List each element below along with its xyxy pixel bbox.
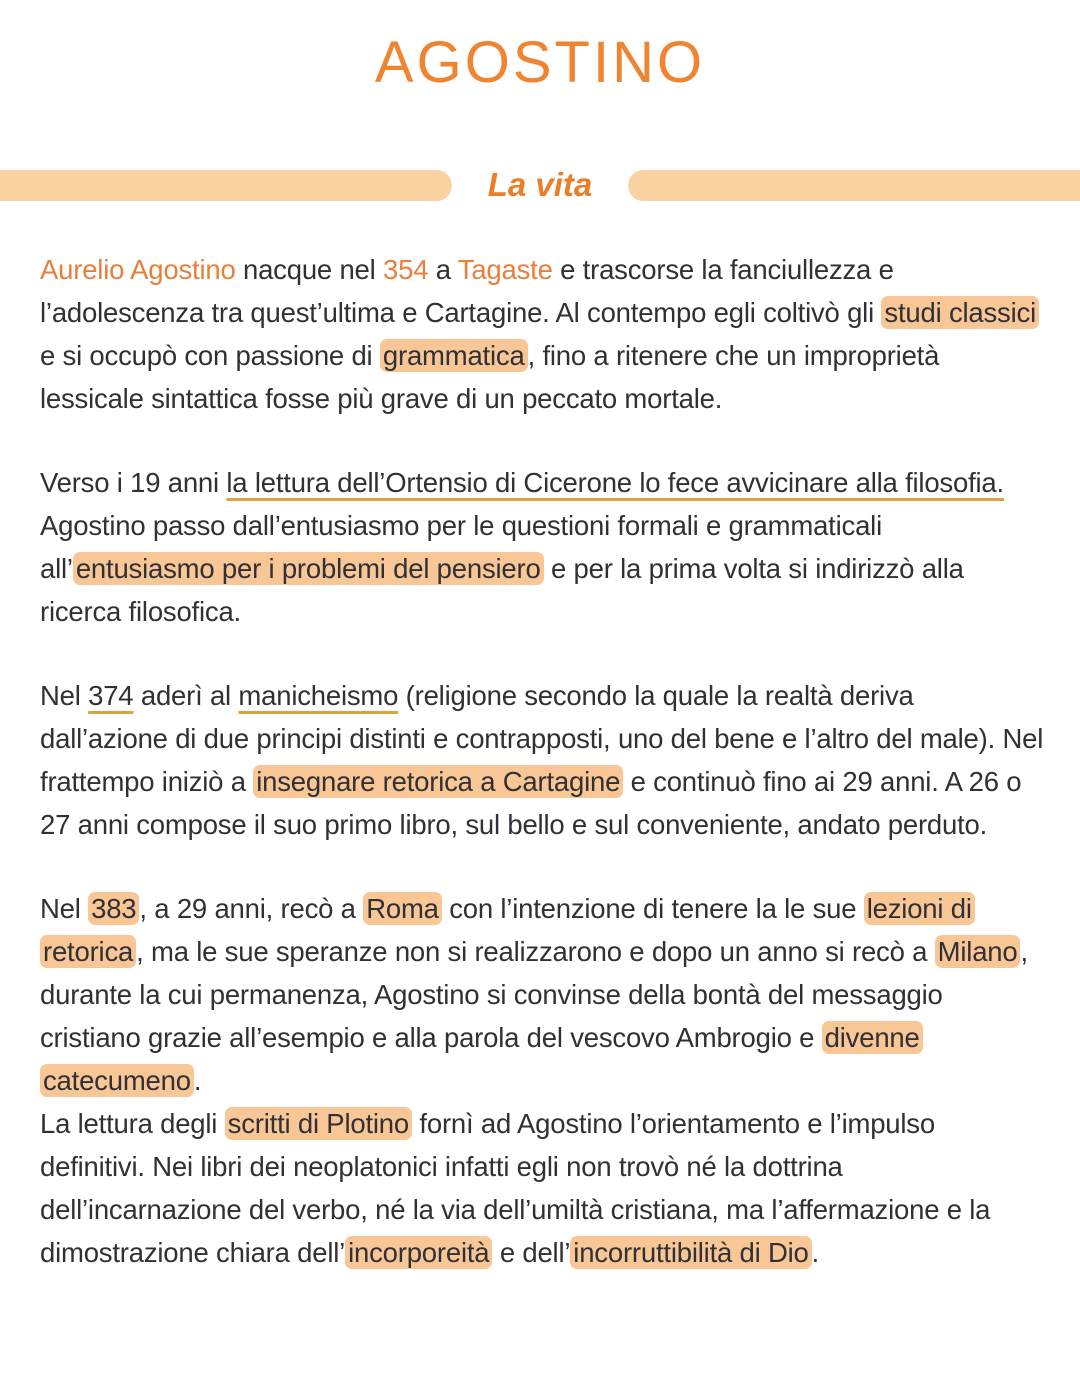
highlighted-text: 383: [88, 892, 139, 925]
text-segment: e continuò fino ai 29 anni. A 26 o 27 anni compose il suo primo libro, sul bello e sul conveniente, andato perduto.: [40, 766, 1022, 840]
paragraph: [40, 887, 1046, 1274]
section-title: La vita: [487, 166, 593, 203]
page-title: AGOSTINO: [374, 30, 706, 95]
text-segment: nacque nel: [235, 254, 383, 285]
text-segment: Agostino passo dall’entusiasmo per le questioni formali e grammaticali all’: [40, 510, 882, 584]
highlighted-text: incorruttibilità di Dio: [570, 1236, 811, 1269]
header-bar-right: [628, 170, 1080, 201]
paragraph: [40, 674, 1046, 846]
text-segment: Nel: [40, 680, 89, 711]
text-segment: Nel: [40, 893, 89, 924]
highlighted-text: incorporeità: [345, 1236, 492, 1269]
text-segment: .: [193, 1065, 202, 1096]
text-segment: a: [428, 254, 458, 285]
text-segment: fornì ad Agostino l’orientamento e l’impulso definitivi. Nei libri dei neoplatonici infatti egli non trovò né la dottrina dell’incarnazione del verbo, né la via dell’umiltà cristiana, ma l’affermazione e la dimostrazione chiara dell’: [40, 1108, 991, 1268]
highlighted-text: insegnare retorica a Cartagine: [253, 765, 623, 798]
text-segment: La lettura degli: [40, 1108, 225, 1139]
header-bar-left: [0, 170, 452, 201]
paragraph: [40, 461, 1046, 633]
accent-text: Tagaste: [457, 254, 553, 285]
text-segment: , durante la cui permanenza, Agostino si convinse della bontà del messaggio cristiano grazie all’esempio e alla parola del vescovo Ambrogio e: [40, 936, 1028, 1053]
accent-text: 354: [383, 254, 429, 285]
underlined-text: manicheismo: [238, 680, 399, 711]
highlighted-text: lezioni di retorica: [40, 892, 975, 968]
text-segment: Verso i 19 anni: [40, 467, 227, 498]
text-segment: con l’intenzione di tenere la le sue: [441, 893, 864, 924]
content-area: [40, 248, 1046, 1274]
highlighted-text: Roma: [363, 892, 442, 925]
highlighted-text: entusiasmo per i problemi del pensiero: [73, 552, 544, 585]
text-segment: aderì al: [133, 680, 239, 711]
accent-text: Aurelio Agostino: [40, 254, 236, 285]
highlighted-text: grammatica: [380, 339, 528, 372]
paragraph: [40, 248, 1046, 420]
text-segment: e trascorse la fanciullezza e l’adolescenza tra quest’ultima e Cartagine. Al contempo egli coltivò gli: [40, 254, 894, 328]
text-segment: .: [811, 1237, 820, 1268]
text-segment: e dell’: [492, 1237, 571, 1268]
text-segment: , ma le sue speranze non si realizzarono e dopo un anno si recò a: [136, 936, 935, 967]
underlined-text: 374: [88, 680, 134, 711]
underlined-text: la lettura dell’Ortensio di Cicerone lo fece avvicinare alla filosofia.: [226, 467, 1004, 498]
highlighted-text: Milano: [935, 935, 1021, 968]
text-segment: , fino a ritenere che un improprietà lessicale sintattica fosse più grave di un peccato mortale.: [40, 340, 940, 414]
text-segment: e si occupò con passione di: [40, 340, 380, 371]
text-segment: , a 29 anni, recò a: [139, 893, 364, 924]
highlighted-text: studi classici: [881, 296, 1039, 329]
text-segment: (religione secondo la quale la realtà deriva dall’azione di due principi distinti e contrapposti, uno del bene e l’altro del male). Nel frattempo iniziò a: [40, 680, 1044, 797]
highlighted-text: divenne catecumeno: [40, 1021, 923, 1097]
section-header: [0, 168, 1080, 202]
text-segment: e per la prima volta si indirizzò alla ricerca filosofica.: [40, 553, 964, 627]
highlighted-text: scritti di Plotino: [225, 1107, 412, 1140]
